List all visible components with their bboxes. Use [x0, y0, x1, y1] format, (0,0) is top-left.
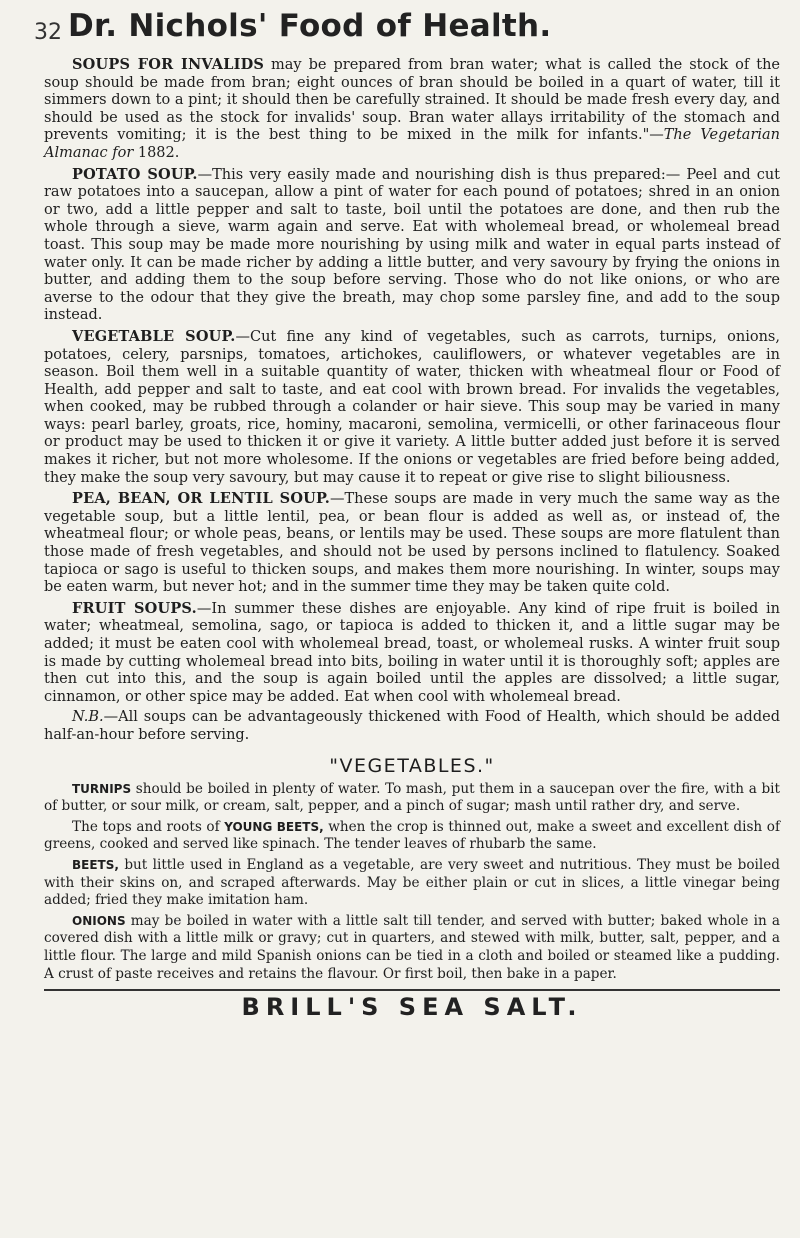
paragraph-potato-soup [44, 166, 780, 325]
heading-vegetable-soup: VEGETABLE SOUP. [72, 327, 236, 345]
page [34, 6, 781, 1022]
heading-young-beets: YOUNG BEETS, [224, 819, 324, 834]
heading-beets: BEETS, [72, 857, 119, 872]
text-fruit-soups: —In summer these dishes are enjoyable. Any kind of ripe fruit is boiled in water; wheatmeal, semolina, sago, or tapioca is added to thicken it, and a little sugar may be added; it must be eaten cool with wholemeal bread, toast, or wholemeal rusks. A winter fruit soup is made by cutting wholemeal bread into bits, boiling in water until it is thoroughly soft; apples are then cut into this, and the soup is again boiled until the apples are dissolved; a little sugar, cinnamon, or other spice may be added. Eat when cool with wholemeal bread. [44, 600, 780, 705]
paragraph-turnips [44, 781, 780, 816]
vegetables-section [44, 781, 780, 984]
source-year: 1882. [133, 144, 180, 161]
heading-potato-soup: POTATO SOUP. [72, 165, 198, 183]
text-soups-for-invalids: may be prepared from bran water; what is called the stock of the soup should be made from bran; eight ounces of bran should be boiled in a quart of water, till it simmers down to a pint; it should then be carefully strained. It should be made fresh every day, and should be used as the stock for invalids' soup. Bran water allays irritability of the stomach and prevents vomiting; it is the best thing to be mixed in the milk for infants."— [44, 57, 781, 144]
text-onions: may be boiled in water with a little salt till tender, and served with butter; baked whole in a covered dish with a little milk or gravy; cut in quarters, and stewed with milk, butter, salt, pepper, and a little flour. The large and mild Spanish onions can be tied in a cloth and boiled or steamed like a pudding. A crust of paste receives and retains the flavour. Or first boil, then bake in a paper. [44, 912, 780, 982]
heading-pea-bean-lentil-soup: PEA, BEAN, OR LENTIL SOUP. [72, 490, 330, 508]
text-turnips: should be boiled in plenty of water. To mash, put them in a saucepan over the fire, with a bit of butter, or sour milk, or cream, salt, pepper, and a pinch of sugar; mash until rather dry, and serve. [44, 780, 780, 815]
text-pea-bean-lentil-soup: —These soups are made in very much the same way as the vegetable soup, but a little lentil, pea, or bean flour is added as well as, or instead of, the wheatmeal flour; or whole peas, beans, or lentils may be used. These soups are more flatulent than those made of fresh vegetables, and should not be used by persons inclined to flatulency. Soaked tapioca or sago is useful to thicken soups, and makes them more nourishing. In winter, soups may be eaten warm, but never hot; and in the summer time they may be taken quite cold. [44, 491, 781, 596]
heading-soups-for-invalids: SOUPS FOR INVALIDS [72, 56, 265, 73]
paragraph-fruit-soups [44, 600, 780, 707]
running-title: Dr. Nichols' Food of Health. [68, 8, 552, 44]
heading-onions: ONIONS [72, 913, 126, 928]
paragraph-vegetable-soup [44, 328, 780, 487]
note-label: N.B. [72, 709, 104, 726]
paragraph-pea-bean-lentil-soup [44, 490, 780, 597]
paragraph-note [44, 709, 780, 744]
text-beets: but little used in England as a vegetable, are very sweet and nutritious. They must be boiled with their skins on, and scraped afterwards. May be either plain or cut in slices, a little vinegar being added; fried they make imitation ham. [44, 856, 780, 909]
text-young-beets: when the crop is thinned out, make a sweet and excellent dish of greens, cooked and served like spinach. The tender leaves of rhubarb the same. [44, 818, 780, 853]
note-text: —All soups can be advantageously thickened with Food of Health, which should be added half-an-hour before serving. [44, 709, 780, 743]
text-potato-soup: —This very easily made and nourishing dish is thus prepared:— Peel and cut raw potatoes into a saucepan, allow a pint of water for each pound of potatoes; shred in an onion or two, add a little pepper and salt to taste, boil until the potatoes are done, and then rub the whole through a sieve, warm again and serve. Eat with wholemeal bread, or wholemeal bread toast. This soup may be made more nourishing by using milk and water in equal parts instead of water only. It can be made richer by adding a little butter, and very savoury by frying the onions in butter, and adding them to the soup before serving. Those who do not like onions, or who are averse to the odour that they give the breath, may chop some parsley fine, and add to the soup instead. [44, 166, 780, 324]
text-vegetable-soup: —Cut fine any kind of vegetables, such as carrots, turnips, onions, potatoes, celery, parsnips, tomatoes, artichokes, cauliflowers, or whatever vegetables are in season. Boil them well in a suitable quantity of water, thicken with wheatmeal flour or Food of Health, add pepper and salt to taste, and eat cool with brown bread. For invalids the vegetables, when cooked, may be rubbed through a colander or hair sieve. This soup may be varied in many ways: pearl barley, groats, rice, hominy, macaroni, semolina, vermicelli, or other farinaceous flour or product may be used to thicken it or give it variety. A little butter added just before it is served makes it richer, but not more wholesome. If the onions or vegetables are fried before being added, they make the soup very savoury, but may cause it to repeat or give rise to slight biliousness. [44, 328, 780, 486]
section-title-vegetables: "VEGETABLES." [329, 754, 495, 777]
heading-turnips: TURNIPS [72, 781, 132, 796]
page-header [34, 6, 780, 46]
paragraph-young-beets [44, 819, 780, 854]
heading-fruit-soups: FRUIT SOUPS. [72, 599, 197, 617]
footer-advert: BRILL'S SEA SALT. [241, 993, 583, 1022]
paragraph-soups-for-invalids [44, 56, 780, 163]
page-number: 32 [34, 20, 62, 45]
text-young-beets-intro: The tops and roots of [72, 818, 225, 835]
footer-divider [44, 989, 780, 991]
paragraph-beets [44, 857, 780, 910]
source-citation: The Vegetarian Almanac for [44, 127, 780, 161]
paragraph-onions [44, 913, 780, 983]
